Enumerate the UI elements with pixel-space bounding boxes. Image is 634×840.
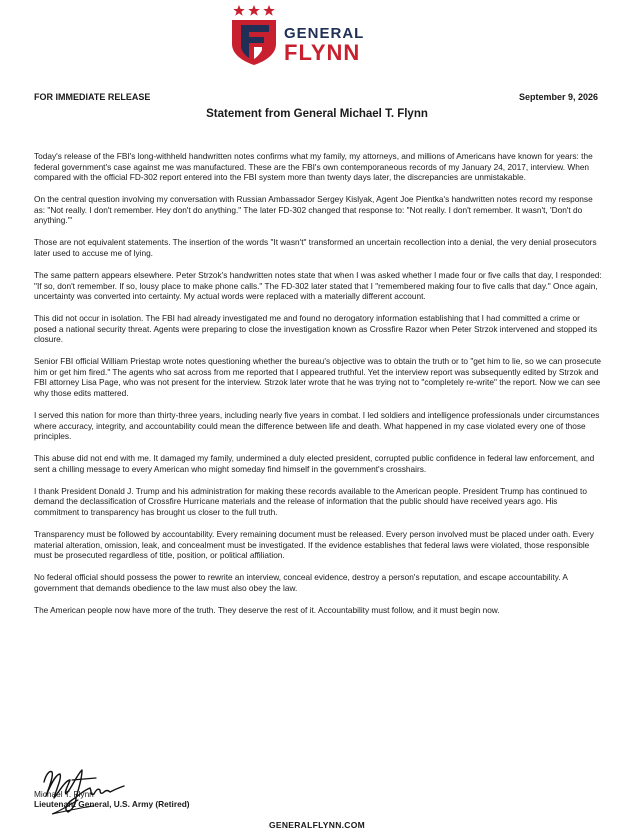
signatory-name: Michael T. Flynn [34, 789, 94, 799]
paragraph: This did not occur in isolation. The FBI had already investigated me and found no derogatory information establishing that I had committed a crime or posed a national security threat. Agents were preparing to close the investigation known as Crossfire Razor when Peter Strzok intervened and stopped its closure. [34, 313, 598, 345]
general-flynn-logo [214, 4, 420, 66]
statement-title: Statement from General Michael T. Flynn [206, 108, 428, 120]
paragraph: No federal official should possess the power to rewrite an interview, conceal evidence, destroy a person's reputation, and escape accountability. A government that demands obedience to the law must also obey the law. [34, 572, 568, 593]
paragraph: The American people now have more of the truth. They deserve the rest of it. Accountability must follow, and it must begin now. [34, 604, 500, 615]
release-date: September 9, 2026 [518, 92, 598, 102]
release-label: FOR IMMEDIATE RELEASE [34, 92, 151, 102]
paragraph: Today's release of the FBI's long-withheld handwritten notes confirms what my family, my attorneys, and millions of Americans have known for years: the federal government's case against me was manufactured. These are the FBI's own contemporaneous records of my January 24, 2017, interview. When compared with the official FD-302 report entered into the FBI system more than twenty days later, the discrepancies are unmistakable. [34, 151, 593, 183]
website-footer: GENERALFLYNN.COM [268, 820, 366, 830]
signature-block [30, 760, 330, 820]
paragraph: The same pattern appears elsewhere. Peter Strzok's handwritten notes state that when I was asked whether I made four or five calls that day, I responded: "If so, don't remember. If so, lousy place to make phone calls." The FD-302 later stated that I "remembered making four to five calls that day." Once again, uncertainty was converted into certainty. My actual words were replaced with a materially different account. [34, 269, 602, 302]
logo-wordmark [284, 26, 420, 64]
paragraph: On the central question involving my conversation with Russian Ambassador Sergey Kislyak, Agent Joe Pientka's handwritten notes record my response as: "Not really. I don't remember. Hey don't do anything." The later FD-302 changed that response to: "Not really. I don't remember. It wasn't, 'Don't do anything.'" [34, 194, 593, 226]
signatory-title: Lieutenant General, U.S. Army (Retired) [34, 799, 190, 809]
paragraph: I thank President Donald J. Trump and his administration for making these records available to the American people. President Trump has continued to demand the declassification of Crossfire Hurricane materials and the release of information that the public should have received years ago. His commitment to transparency has brought us closer to the full truth. [34, 485, 587, 517]
paragraph: Transparency must be followed by accountability. Every remaining document must be released. Every person involved must be placed under oath. Every material alteration, omission, leak, and concealment must be investigated. If the evidence establishes that federal laws were violated, those responsible must be prosecuted regardless of title, position, or political affiliation. [34, 528, 594, 561]
logo-word-flynn: FLYNN [284, 40, 361, 65]
flynn-logo-icon [228, 4, 280, 66]
paragraph: I served this nation for more than thirty-three years, including nearly five years in combat. I led soldiers and intelligence professionals under circumstances where accuracy, integrity, and accountability could mean the difference between life and death. What happened in my case violated every one of those principles. [34, 410, 600, 442]
paragraph: Senior FBI official William Priestap wrote notes questioning whether the bureau's objective was to obtain the truth or to "get him to lie, so we can prosecute him or get him fired." The agents who sat across from me reported that I appeared truthful. Yet the interview report was subsequently edited by Strzok and FBI attorney Lisa Page, who was not present for the interview. Strzok later wrote that he was trying not to "completely re-write" the report. Now we can see why those edits mattered. [34, 356, 602, 399]
paragraph: This abuse did not end with me. It damaged my family, undermined a duly elected president, corrupted public confidence in federal law enforcement, and sent a chilling message to every American who might someday find himself in the government's crosshairs. [34, 453, 595, 474]
release-row [34, 92, 598, 104]
statement-body [34, 151, 602, 627]
paragraph: Those are not equivalent statements. The insertion of the words "It wasn't" transformed an uncertain recollection into a denial, the very denial prosecutors later used to accuse me of lying. [34, 237, 597, 258]
logo-word-general: GENERAL [284, 25, 365, 42]
